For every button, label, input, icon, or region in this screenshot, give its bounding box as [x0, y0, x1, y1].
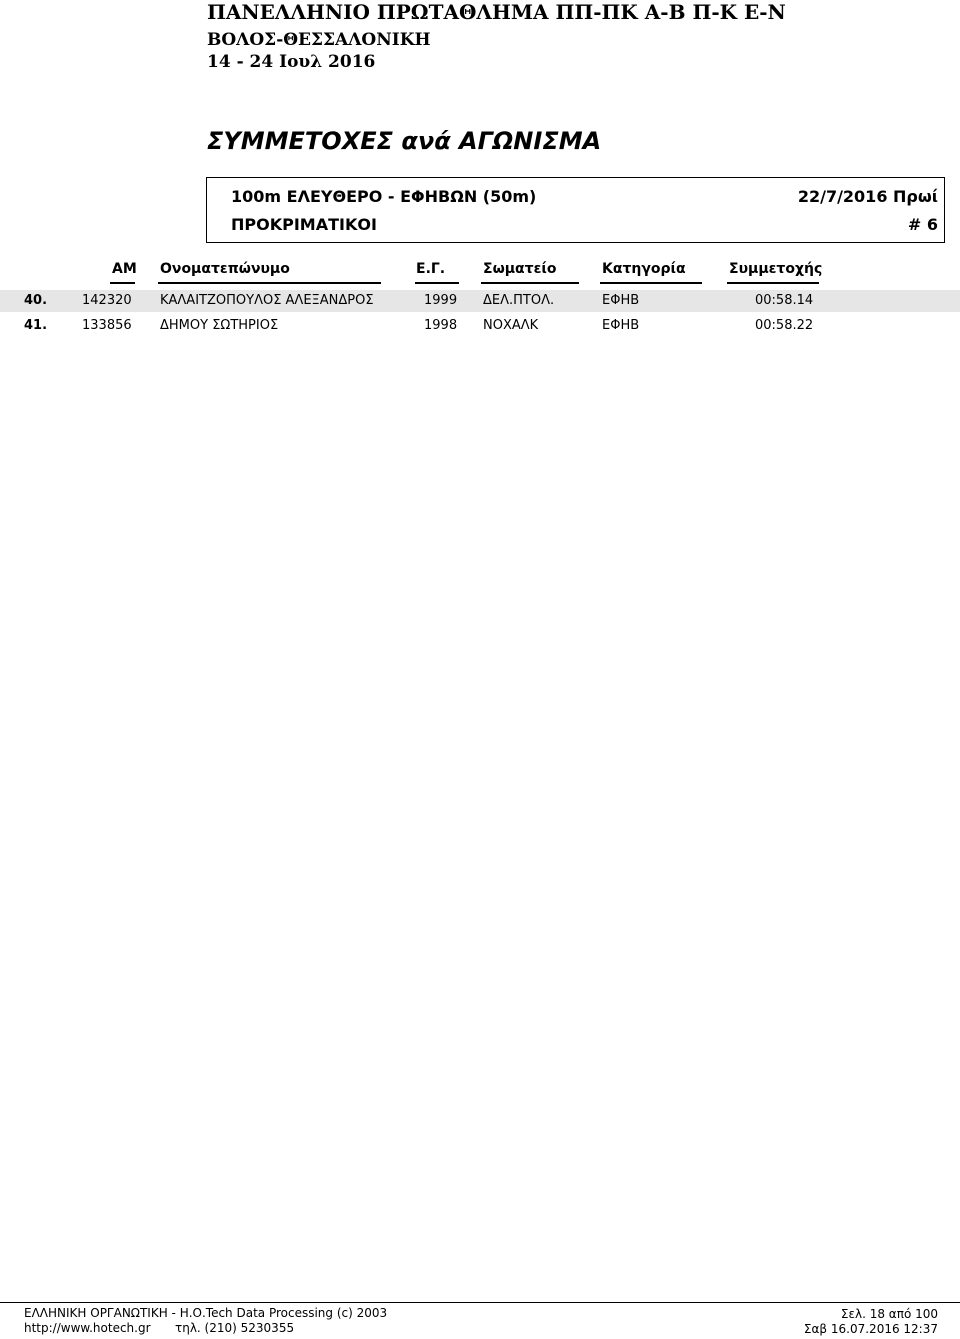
header-underline	[110, 282, 135, 284]
row-name: ΔΗΜΟΥ ΣΩΤΗΡΙΟΣ	[160, 318, 279, 333]
footer-page-number: Σελ. 18 από 100	[840, 1307, 938, 1321]
row-year: 1998	[424, 318, 458, 333]
event-title: 100m ΕΛΕΥΘΕΡΟ - ΕΦΗΒΩΝ (50m)	[231, 187, 537, 206]
row-name: ΚΑΛΑΙΤΖΟΠΟΥΛΟΣ ΑΛΕΞΑΝΔΡΟΣ	[160, 293, 374, 308]
footer-website[interactable]: http://www.hotech.gr	[24, 1321, 151, 1335]
row-rank: 40.	[24, 293, 48, 308]
column-header-am: ΑΜ	[112, 261, 137, 277]
event-heat: # 6	[907, 215, 938, 234]
dates: 14 - 24 Ιουλ 2016	[207, 52, 376, 72]
table-row	[0, 290, 960, 312]
row-am: 133856	[82, 318, 132, 333]
event-date-session: 22/7/2016 Πρωί	[797, 187, 938, 206]
column-header-club: Σωματείο	[483, 261, 557, 277]
column-header-category: Κατηγορία	[602, 261, 686, 277]
footer-rule	[0, 1302, 960, 1303]
row-entry-time: 00:58.14	[755, 293, 814, 308]
row-club: ΝΟΧΑΛΚ	[483, 318, 539, 333]
column-header-entry-time: Συμμετοχής	[729, 261, 823, 277]
location: ΒΟΛΟΣ-ΘΕΣΣΑΛΟΝΙΚΗ	[207, 30, 431, 50]
footer-company: ΕΛΛΗΝΙΚΗ ΟΡΓΑΝΩΤΙΚΗ - Η.Ο.Tech Data Processing (c) 2003	[24, 1306, 388, 1320]
footer-printed-timestamp: Σαβ 16.07.2016 12:37	[803, 1322, 938, 1336]
row-rank: 41.	[24, 318, 48, 333]
header-underline	[600, 282, 702, 284]
header-underline	[481, 282, 579, 284]
row-category: ΕΦΗΒ	[602, 293, 640, 308]
row-am: 142320	[82, 293, 132, 308]
row-year: 1999	[424, 293, 458, 308]
report-title: ΣΥΜΜΕΤΟΧΕΣ ανά ΑΓΩΝΙΣΜΑ	[207, 127, 602, 155]
column-header-year: Ε.Γ.	[416, 261, 446, 277]
event-box	[206, 177, 945, 243]
column-header-name: Ονοματεπώνυμο	[160, 261, 290, 277]
event-phase: ΠΡΟΚΡΙΜΑΤΙΚΟΙ	[231, 215, 377, 234]
table-row	[0, 315, 960, 337]
header-underline	[415, 282, 459, 284]
footer-phone: τηλ. (210) 5230355	[175, 1321, 295, 1335]
row-entry-time: 00:58.22	[755, 318, 814, 333]
championship-title: ΠΑΝΕΛΛΗΝΙΟ ΠΡΩΤΑΘΛΗΜΑ ΠΠ-ΠΚ Α-Β Π-Κ Ε-Ν	[207, 0, 786, 24]
header-underline	[727, 282, 819, 284]
header-underline	[158, 282, 381, 284]
row-category: ΕΦΗΒ	[602, 318, 640, 333]
row-club: ΔΕΛ.ΠΤΟΛ.	[483, 293, 555, 308]
